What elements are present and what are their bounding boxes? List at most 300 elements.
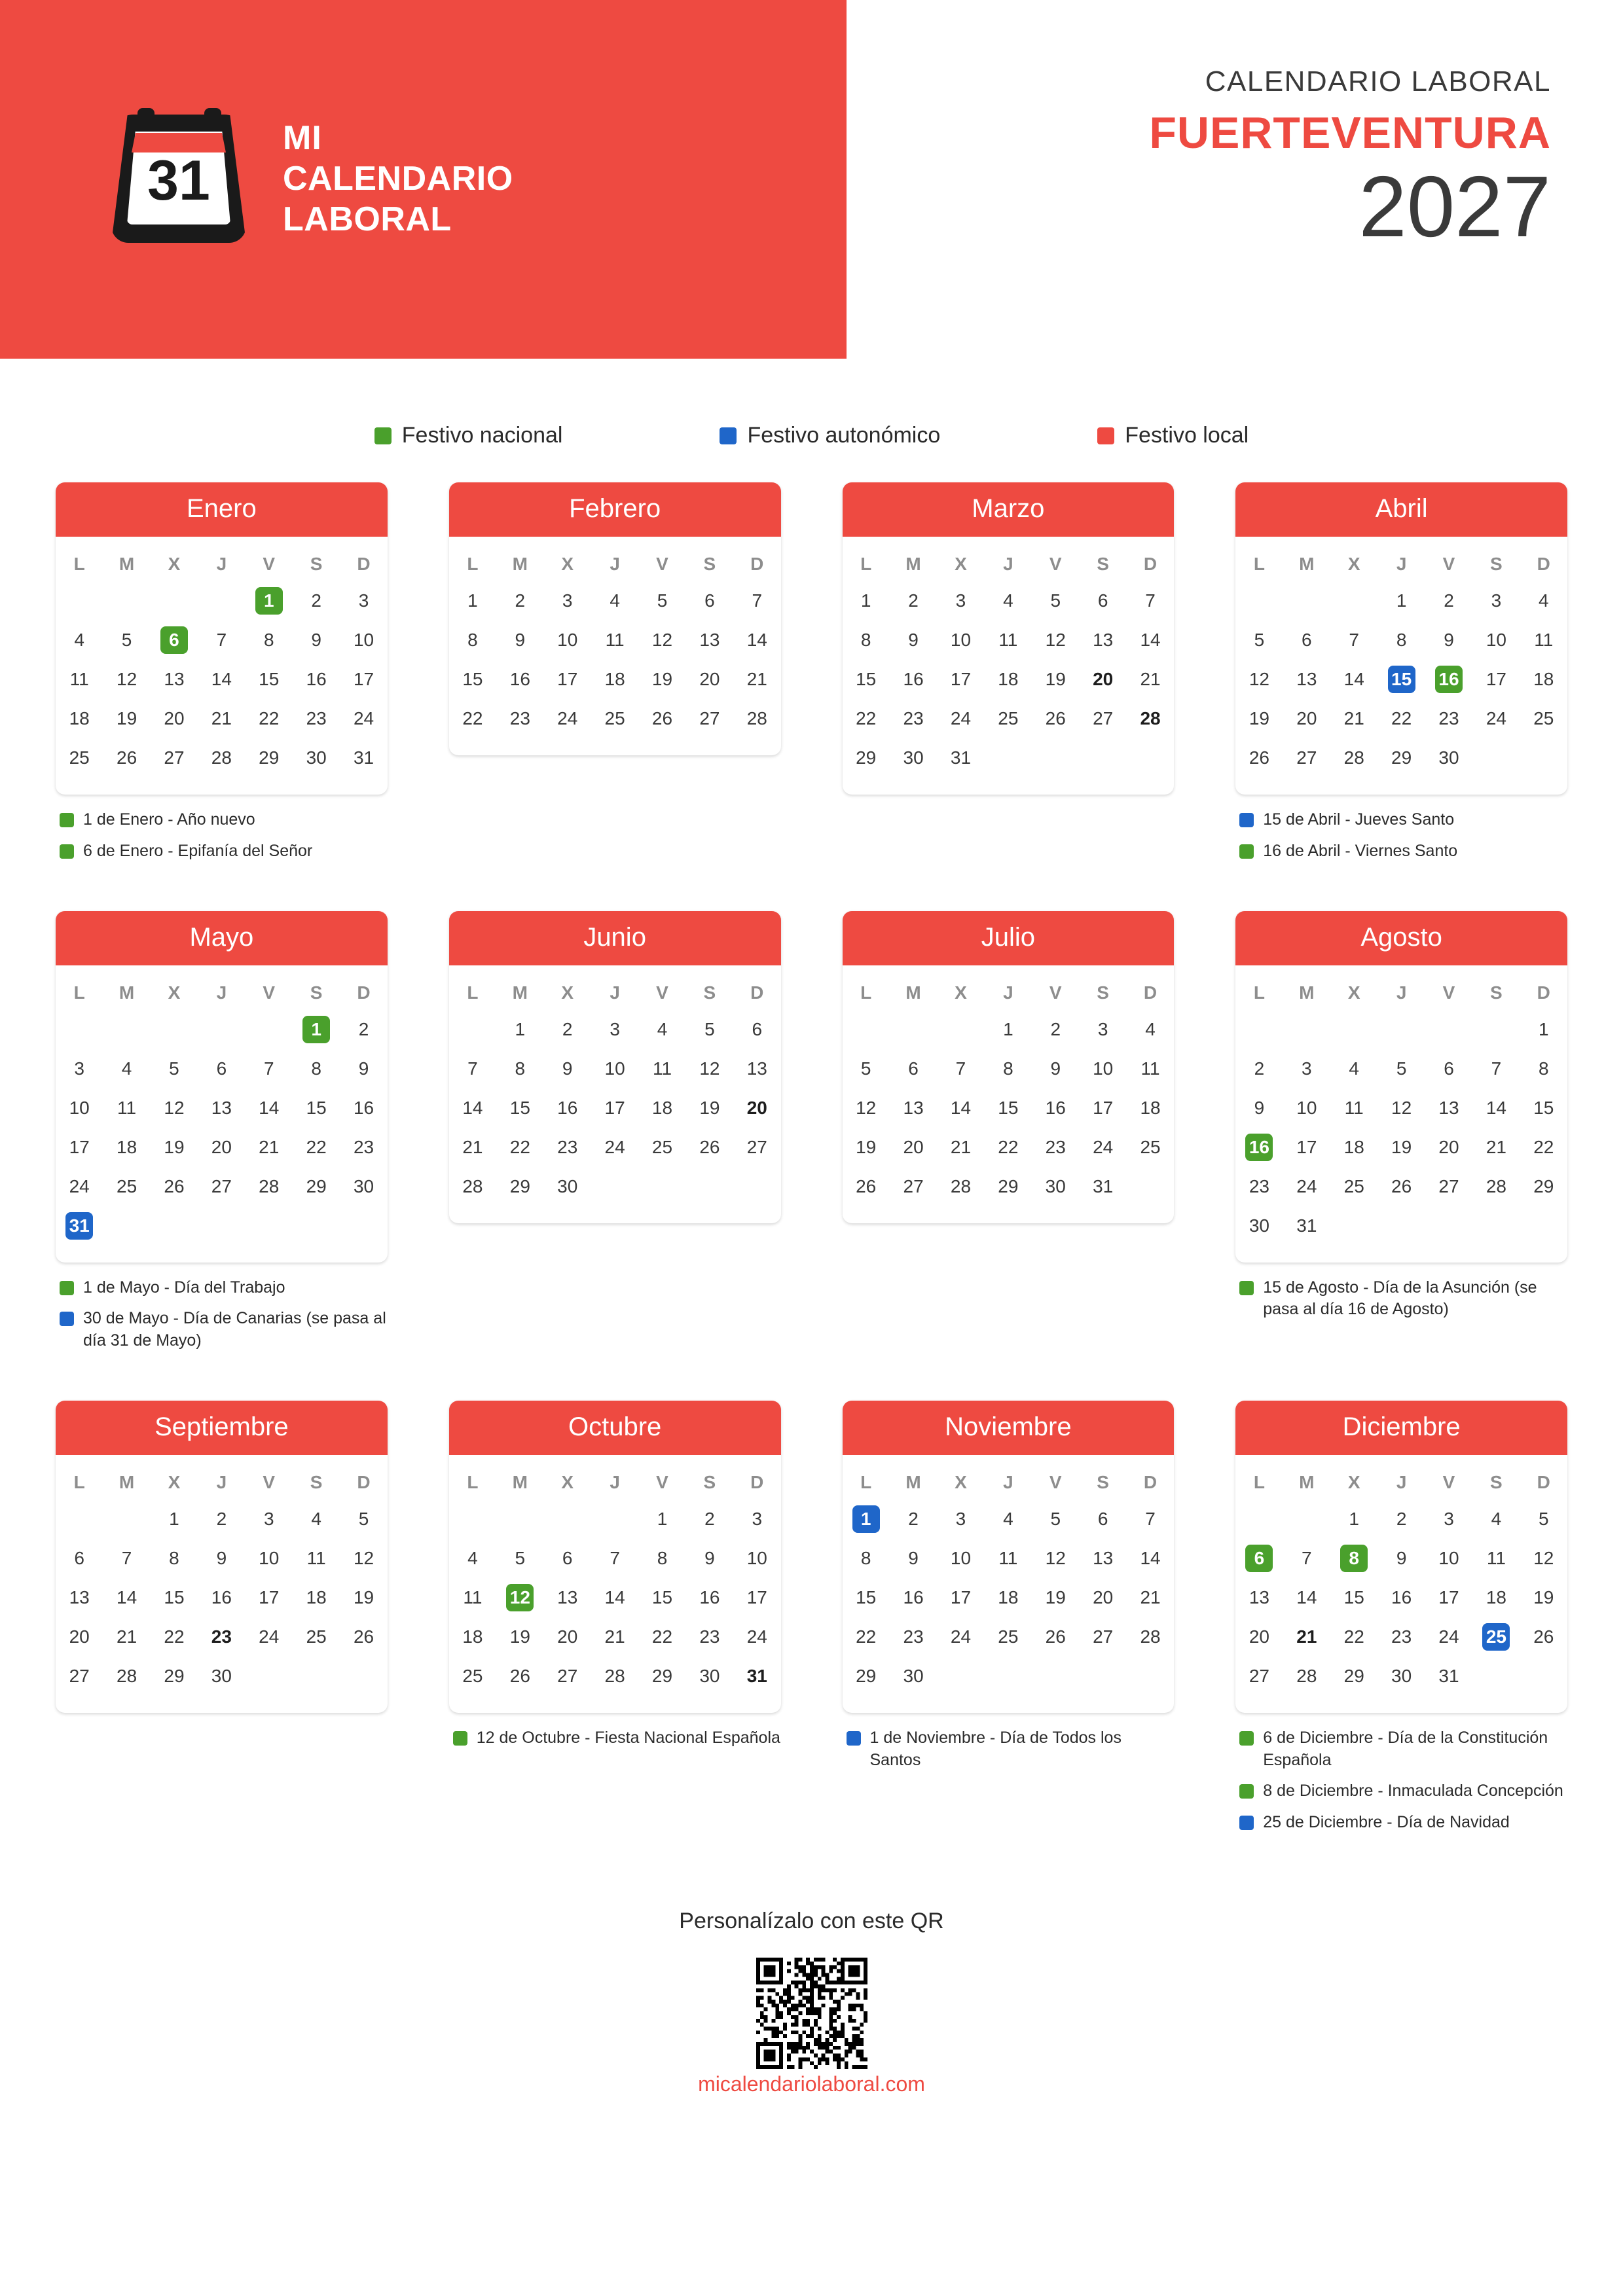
empty-day-cell xyxy=(449,1499,496,1539)
weekday-header: S xyxy=(310,982,323,1003)
month-title: Junio xyxy=(449,911,781,965)
day-cell: 19 xyxy=(856,1136,877,1157)
week-row xyxy=(1235,1499,1567,1539)
weekday-header: V xyxy=(1049,554,1062,574)
day-cell: 15 xyxy=(306,1097,327,1118)
empty-day-cell xyxy=(1330,1206,1377,1246)
note-text: 1 de Enero - Año nuevo xyxy=(83,810,255,829)
day-cell: 23 xyxy=(1045,1136,1066,1157)
day-cell: 1 xyxy=(515,1018,526,1039)
day-cell: 17 xyxy=(950,1587,972,1607)
day-cell: 29 xyxy=(651,1665,673,1686)
day-cell: 16 xyxy=(699,1587,720,1607)
website-link[interactable]: micalendariolaboral.com xyxy=(698,2072,925,2096)
month-table xyxy=(449,545,781,738)
day-cell: 19 xyxy=(1045,669,1066,689)
empty-day-cell xyxy=(1377,1206,1425,1246)
month-table xyxy=(449,1463,781,1696)
empty-day-cell xyxy=(1032,738,1079,778)
holiday-note xyxy=(60,840,388,863)
day-cell: 1 xyxy=(1349,1508,1359,1529)
day-cell: 22 xyxy=(651,1626,673,1647)
day-cell: 23 xyxy=(557,1136,578,1157)
day-cell: 22 xyxy=(998,1136,1019,1157)
weekday-header: M xyxy=(512,1471,528,1492)
weekday-header: M xyxy=(1299,554,1315,574)
legend-item xyxy=(720,423,940,448)
weekday-header: J xyxy=(216,1471,227,1492)
month-table xyxy=(843,545,1175,778)
day-cell: 21 xyxy=(211,708,232,728)
day-cell: 29 xyxy=(1391,747,1412,768)
day-cell: 29 xyxy=(1343,1665,1364,1686)
month-card xyxy=(56,1401,388,1713)
day-cell: 10 xyxy=(69,1097,90,1118)
weekday-header: X xyxy=(955,1471,967,1492)
day-cell: 20 xyxy=(69,1626,90,1647)
day-cell: 24 xyxy=(746,1626,767,1647)
month-cell xyxy=(449,1401,781,1882)
day-cell: 23 xyxy=(211,1626,232,1647)
day-cell: 29 xyxy=(509,1175,530,1196)
day-cell: 20 xyxy=(1249,1626,1270,1647)
empty-day-cell xyxy=(686,1167,733,1206)
weekday-header: X xyxy=(561,982,574,1003)
day-cell: 4 xyxy=(121,1058,132,1079)
day-cell: 16 xyxy=(306,669,327,689)
day-cell: 17 xyxy=(1438,1587,1459,1607)
day-cell: 16 xyxy=(557,1097,578,1118)
week-row xyxy=(56,1539,388,1578)
holiday-note xyxy=(1239,1812,1567,1834)
empty-day-cell xyxy=(1330,581,1377,620)
day-cell: 20 xyxy=(1093,669,1114,689)
day-cell: 18 xyxy=(117,1136,137,1157)
day-cell: 19 xyxy=(164,1136,185,1157)
day-cell: 5 xyxy=(1539,1508,1549,1529)
day-cell: 1 xyxy=(246,581,293,620)
day-cell: 26 xyxy=(856,1175,877,1196)
day-cell: 9 xyxy=(1396,1547,1407,1568)
day-cell: 31 xyxy=(1438,1665,1459,1686)
day-cell: 20 xyxy=(1093,1587,1114,1607)
day-cell: 12 xyxy=(651,630,673,650)
weekday-header: V xyxy=(1442,982,1455,1003)
day-cell: 20 xyxy=(1296,708,1317,728)
day-cell: 6 xyxy=(216,1058,227,1079)
day-cell: 21 xyxy=(746,669,767,689)
day-cell: 1 xyxy=(843,1499,890,1539)
header-region: FUERTEVENTURA xyxy=(1149,108,1551,158)
day-cell: 6 xyxy=(151,620,198,660)
empty-day-cell xyxy=(340,1206,387,1246)
week-row xyxy=(843,1578,1175,1617)
day-cell: 30 xyxy=(1438,747,1459,768)
weekday-header: D xyxy=(1143,554,1158,574)
empty-day-cell xyxy=(937,1010,984,1049)
day-cell: 1 xyxy=(1539,1018,1549,1039)
week-row xyxy=(56,699,388,738)
empty-day-cell xyxy=(1377,1010,1425,1049)
note-swatch-icon xyxy=(1239,1281,1254,1295)
empty-day-cell xyxy=(1330,1010,1377,1049)
weekday-header: J xyxy=(1003,982,1013,1003)
week-row xyxy=(449,581,781,620)
day-cell: 4 xyxy=(311,1508,321,1529)
day-cell: 12 xyxy=(164,1097,185,1118)
day-cell: 19 xyxy=(353,1587,374,1607)
day-cell: 6 xyxy=(1097,590,1108,611)
day-cell: 8 xyxy=(515,1058,526,1079)
day-cell: 25 xyxy=(1140,1136,1161,1157)
day-cell: 26 xyxy=(1045,1626,1066,1647)
day-cell: 27 xyxy=(903,1175,924,1196)
day-cell: 8 xyxy=(1396,630,1407,650)
legend-item xyxy=(1097,423,1249,448)
month-title: Septiembre xyxy=(56,1401,388,1455)
empty-day-cell xyxy=(198,581,245,620)
day-cell: 20 xyxy=(1438,1136,1459,1157)
week-row xyxy=(843,1167,1175,1206)
note-swatch-icon xyxy=(60,844,74,859)
day-cell: 29 xyxy=(856,1665,877,1686)
empty-day-cell xyxy=(591,1499,638,1539)
day-cell: 27 xyxy=(164,747,185,768)
day-cell: 4 xyxy=(1491,1508,1502,1529)
day-cell: 11 xyxy=(998,1547,1018,1568)
empty-day-cell xyxy=(293,1206,340,1246)
day-cell: 2 xyxy=(908,1508,919,1529)
week-row xyxy=(1235,1010,1567,1049)
day-cell: 22 xyxy=(164,1626,185,1647)
day-cell: 26 xyxy=(164,1175,185,1196)
day-cell: 22 xyxy=(856,1626,877,1647)
day-cell: 6 xyxy=(1444,1058,1454,1079)
weekday-header: V xyxy=(656,1471,668,1492)
empty-day-cell xyxy=(103,1206,150,1246)
empty-day-cell xyxy=(1472,1010,1520,1049)
day-cell: 17 xyxy=(1093,1097,1114,1118)
day-cell: 5 xyxy=(358,1508,369,1529)
month-title: Abril xyxy=(1235,482,1567,537)
empty-day-cell xyxy=(1425,1010,1472,1049)
day-cell: 3 xyxy=(610,1018,620,1039)
empty-day-cell xyxy=(1127,738,1174,778)
day-cell: 15 xyxy=(1377,660,1425,699)
empty-day-cell xyxy=(103,1010,150,1049)
empty-day-cell xyxy=(1235,1010,1283,1049)
week-row xyxy=(56,1049,388,1088)
day-cell: 9 xyxy=(515,630,526,650)
empty-day-cell xyxy=(496,1499,543,1539)
day-cell: 29 xyxy=(306,1175,327,1196)
day-cell: 28 xyxy=(117,1665,137,1686)
month-cell xyxy=(1235,911,1567,1401)
day-cell: 26 xyxy=(699,1136,720,1157)
day-cell: 28 xyxy=(462,1175,483,1196)
day-cell: 22 xyxy=(509,1136,530,1157)
day-cell: 25 xyxy=(1472,1617,1520,1657)
week-row xyxy=(843,1088,1175,1128)
day-cell: 13 xyxy=(164,669,185,689)
month-title: Marzo xyxy=(843,482,1175,537)
month-table xyxy=(449,973,781,1206)
holiday-note xyxy=(60,1308,388,1352)
week-row xyxy=(843,1539,1175,1578)
day-cell: 28 xyxy=(604,1665,625,1686)
week-row xyxy=(449,660,781,699)
month-table xyxy=(1235,1463,1567,1696)
day-cell: 21 xyxy=(1486,1136,1506,1157)
day-cell: 14 xyxy=(1140,1547,1161,1568)
day-cell: 12 xyxy=(699,1058,720,1079)
day-cell: 28 xyxy=(1486,1175,1506,1196)
weekday-header: D xyxy=(1537,554,1550,574)
day-cell: 24 xyxy=(1486,708,1506,728)
day-cell: 25 xyxy=(462,1665,483,1686)
day-cell: 19 xyxy=(1533,1587,1554,1607)
empty-day-cell xyxy=(1472,1206,1520,1246)
day-cell: 26 xyxy=(1391,1175,1412,1196)
header-year: 2027 xyxy=(1359,158,1551,255)
month-table xyxy=(56,545,388,778)
day-cell: 13 xyxy=(557,1587,578,1607)
day-cell: 4 xyxy=(1539,590,1549,611)
note-swatch-icon xyxy=(847,1731,861,1746)
day-cell: 8 xyxy=(311,1058,321,1079)
weekday-header: V xyxy=(656,554,668,574)
note-text: 15 de Agosto - Día de la Asunción (se pasa al día 16 de Agosto) xyxy=(1263,1278,1537,1319)
day-cell: 24 xyxy=(1296,1175,1317,1196)
weekday-header: J xyxy=(610,1471,620,1492)
weekday-header: J xyxy=(216,554,227,574)
day-cell: 14 xyxy=(950,1097,972,1118)
week-row xyxy=(56,581,388,620)
week-row xyxy=(56,660,388,699)
weekday-header: L xyxy=(860,554,872,574)
week-row xyxy=(56,1128,388,1167)
note-swatch-icon xyxy=(60,813,74,827)
weekday-header: D xyxy=(357,982,371,1003)
weekday-header: J xyxy=(1003,554,1013,574)
day-cell: 18 xyxy=(998,669,1019,689)
day-cell: 18 xyxy=(998,1587,1019,1607)
weekday-header: M xyxy=(119,982,135,1003)
weekday-header: X xyxy=(168,982,181,1003)
weekday-header: D xyxy=(1537,1471,1550,1492)
month-notes xyxy=(56,809,388,863)
empty-day-cell xyxy=(56,1010,103,1049)
legend-swatch-icon xyxy=(374,427,392,444)
day-cell: 29 xyxy=(164,1665,185,1686)
empty-day-cell xyxy=(1283,1010,1330,1049)
day-cell: 4 xyxy=(467,1547,478,1568)
day-cell: 10 xyxy=(353,630,374,650)
weekday-header: J xyxy=(610,982,620,1003)
empty-day-cell xyxy=(1032,1657,1079,1696)
day-cell: 7 xyxy=(955,1058,966,1079)
day-cell: 30 xyxy=(557,1175,578,1196)
day-cell: 25 xyxy=(998,1626,1019,1647)
day-cell: 15 xyxy=(651,1587,673,1607)
month-card xyxy=(1235,1401,1567,1713)
day-cell: 27 xyxy=(1093,1626,1114,1647)
day-cell: 10 xyxy=(259,1547,280,1568)
month-title: Mayo xyxy=(56,911,388,965)
day-cell: 6 xyxy=(1097,1508,1108,1529)
day-cell: 26 xyxy=(1533,1626,1554,1647)
day-cell: 28 xyxy=(746,708,767,728)
weekday-header: D xyxy=(357,554,371,574)
brand-line-1: MI xyxy=(283,118,322,157)
month-card xyxy=(1235,482,1567,795)
day-cell: 27 xyxy=(1438,1175,1459,1196)
empty-day-cell xyxy=(591,1167,638,1206)
empty-day-cell xyxy=(890,1010,937,1049)
day-cell: 16 xyxy=(353,1097,374,1118)
qr-code xyxy=(756,1958,867,2069)
weekday-header: S xyxy=(1097,1471,1109,1492)
day-cell: 15 xyxy=(259,669,280,689)
note-swatch-icon xyxy=(1239,1731,1254,1746)
month-notes xyxy=(1235,809,1567,863)
day-cell: 22 xyxy=(856,708,877,728)
holiday-note xyxy=(1239,840,1567,863)
empty-day-cell xyxy=(1283,1499,1330,1539)
day-cell: 24 xyxy=(604,1136,625,1157)
day-cell: 18 xyxy=(1140,1097,1161,1118)
day-cell: 13 xyxy=(1296,669,1317,689)
day-cell: 30 xyxy=(306,747,327,768)
day-cell: 9 xyxy=(358,1058,369,1079)
week-row xyxy=(1235,699,1567,738)
empty-day-cell xyxy=(198,1010,245,1049)
day-cell: 18 xyxy=(306,1587,327,1607)
day-cell: 12 xyxy=(1045,630,1066,650)
day-cell: 16 xyxy=(509,669,530,689)
day-cell: 3 xyxy=(562,590,573,611)
day-cell: 15 xyxy=(509,1097,530,1118)
weekday-header: M xyxy=(905,1471,921,1492)
day-cell: 11 xyxy=(605,630,625,650)
week-row xyxy=(56,1499,388,1539)
day-cell: 18 xyxy=(651,1097,673,1118)
day-cell: 14 xyxy=(604,1587,625,1607)
legend-label: Festivo autonómico xyxy=(747,423,941,448)
note-text: 6 de Enero - Epifanía del Señor xyxy=(83,841,313,860)
weekday-header: X xyxy=(561,1471,574,1492)
day-cell: 27 xyxy=(557,1665,578,1686)
month-table xyxy=(56,973,388,1246)
month-cell xyxy=(1235,1401,1567,1882)
weekday-header: J xyxy=(1003,1471,1013,1492)
day-cell: 17 xyxy=(557,669,578,689)
weekday-header: M xyxy=(905,554,921,574)
day-cell: 3 xyxy=(74,1058,84,1079)
day-cell: 14 xyxy=(211,669,232,689)
day-cell: 15 xyxy=(856,669,877,689)
day-cell: 27 xyxy=(69,1665,90,1686)
weekday-header: V xyxy=(1442,1471,1455,1492)
weekday-header: S xyxy=(703,1471,716,1492)
day-cell: 2 xyxy=(515,590,526,611)
day-cell: 29 xyxy=(856,747,877,768)
day-cell: 27 xyxy=(1296,747,1317,768)
day-cell: 4 xyxy=(1145,1018,1156,1039)
week-row xyxy=(449,1049,781,1088)
weekday-header: J xyxy=(610,554,620,574)
day-cell: 17 xyxy=(353,669,374,689)
day-cell: 2 xyxy=(562,1018,573,1039)
brand-line-3: LABORAL xyxy=(283,200,452,238)
week-row xyxy=(56,738,388,778)
day-cell: 25 xyxy=(604,708,625,728)
week-row xyxy=(843,1657,1175,1696)
header-subtitle: CALENDARIO LABORAL xyxy=(1205,65,1551,98)
day-cell: 6 xyxy=(704,590,715,611)
empty-day-cell xyxy=(103,1499,150,1539)
day-cell: 13 xyxy=(903,1097,924,1118)
day-cell: 23 xyxy=(353,1136,374,1157)
note-text: 12 de Octubre - Fiesta Nacional Española xyxy=(476,1728,780,1747)
holiday-note xyxy=(1239,809,1567,831)
empty-day-cell xyxy=(56,1499,103,1539)
day-cell: 6 xyxy=(1302,630,1312,650)
day-cell: 27 xyxy=(699,708,720,728)
weekday-header: M xyxy=(119,554,135,574)
day-cell: 7 xyxy=(216,630,227,650)
day-cell: 25 xyxy=(1343,1175,1364,1196)
empty-day-cell xyxy=(1425,1206,1472,1246)
empty-day-cell xyxy=(544,1499,591,1539)
month-cell xyxy=(843,482,1175,911)
day-cell: 28 xyxy=(950,1175,972,1196)
day-cell: 15 xyxy=(1343,1587,1364,1607)
legend-label: Festivo nacional xyxy=(401,423,563,448)
note-text: 1 de Mayo - Día del Trabajo xyxy=(83,1278,285,1297)
weekday-header: J xyxy=(1396,554,1407,574)
day-cell: 21 xyxy=(604,1626,625,1647)
week-row xyxy=(56,1206,388,1246)
empty-day-cell xyxy=(198,1206,245,1246)
day-cell: 11 xyxy=(117,1097,137,1118)
week-row xyxy=(1235,1206,1567,1246)
week-row xyxy=(1235,660,1567,699)
month-cell xyxy=(56,482,388,911)
day-cell: 9 xyxy=(908,1547,919,1568)
weekday-header: V xyxy=(263,554,276,574)
day-cell: 5 xyxy=(657,590,668,611)
note-text: 15 de Abril - Jueves Santo xyxy=(1263,810,1455,829)
note-swatch-icon xyxy=(1239,1784,1254,1799)
week-row xyxy=(1235,738,1567,778)
month-title: Noviembre xyxy=(843,1401,1175,1455)
empty-day-cell xyxy=(1235,581,1283,620)
day-cell: 8 xyxy=(657,1547,668,1568)
day-cell: 3 xyxy=(263,1508,274,1529)
day-cell: 9 xyxy=(1444,630,1454,650)
day-cell: 2 xyxy=(908,590,919,611)
month-title: Diciembre xyxy=(1235,1401,1567,1455)
month-title: Octubre xyxy=(449,1401,781,1455)
week-row xyxy=(843,1617,1175,1657)
day-cell: 17 xyxy=(950,669,972,689)
day-cell: 4 xyxy=(1003,1508,1013,1529)
day-cell: 15 xyxy=(856,1587,877,1607)
day-cell: 2 xyxy=(1444,590,1454,611)
empty-day-cell xyxy=(246,1657,293,1696)
day-cell: 5 xyxy=(704,1018,715,1039)
